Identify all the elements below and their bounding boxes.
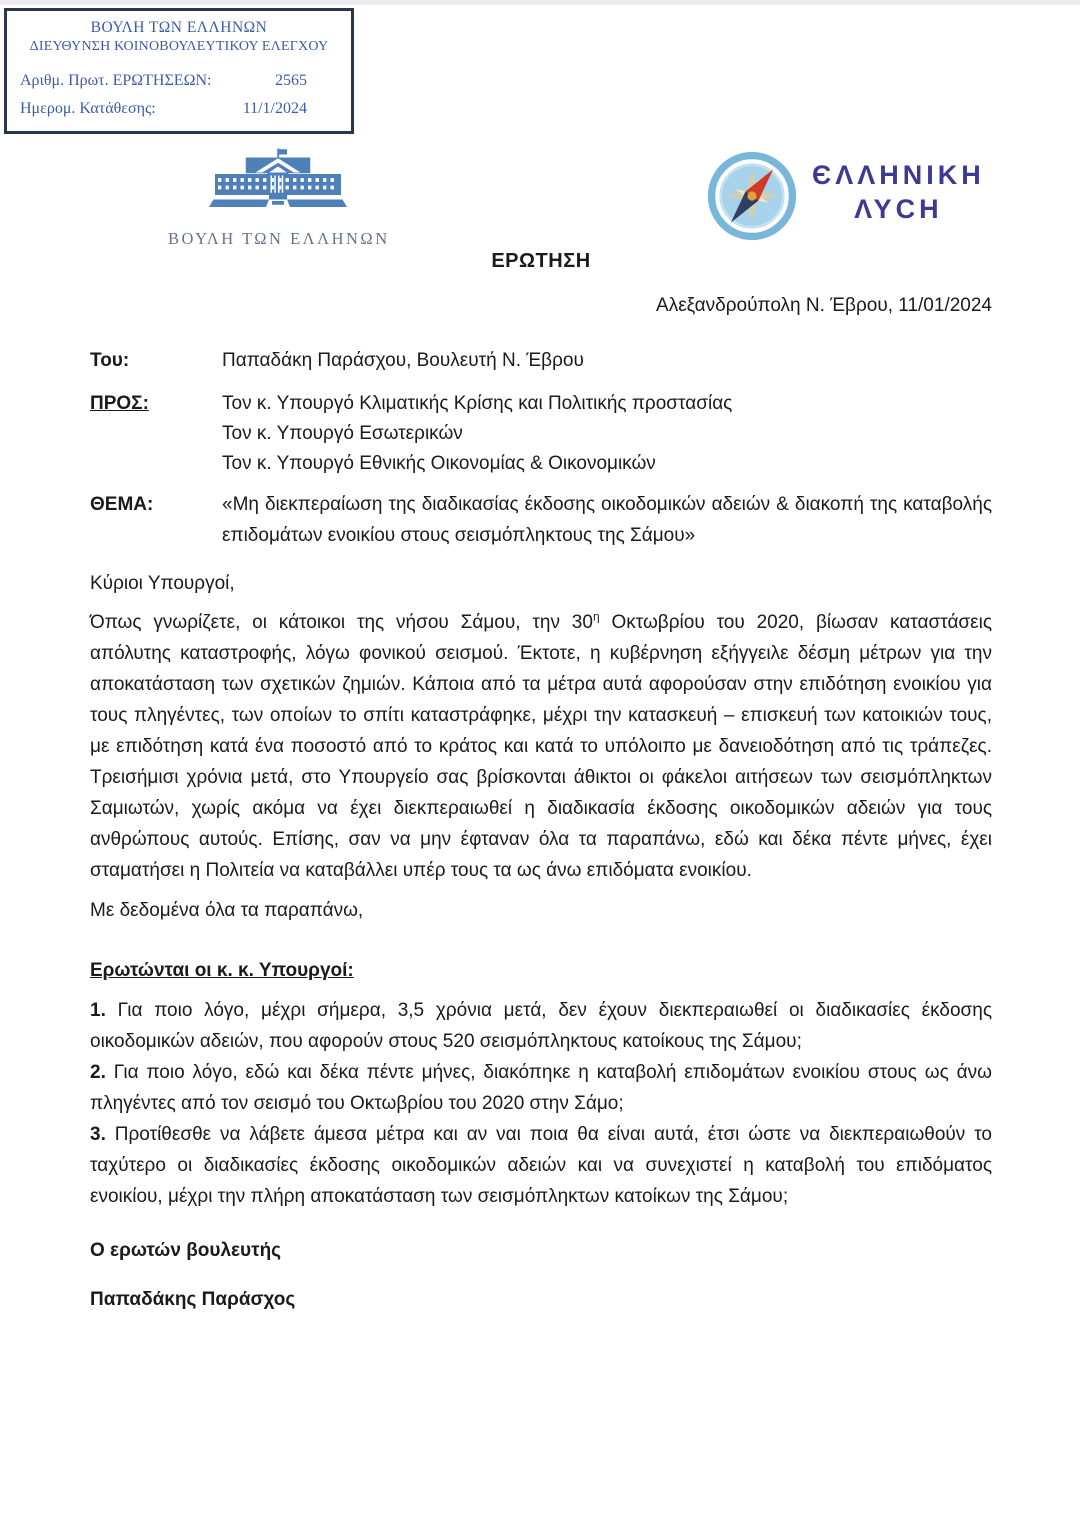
party-logo [706,150,985,242]
compass-icon [706,150,798,242]
question-item [90,995,992,1057]
stamp-protocol-row [7,72,351,90]
question-item [90,1119,992,1212]
signature-role: Ο ερωτών βουλευτής [90,1240,282,1261]
question-number: 2. [90,1062,106,1083]
document-title: ΕΡΩΤΗΣΗ [491,250,591,272]
protocol-stamp-box [4,8,354,134]
protocol-number-label: Αριθμ. Πρωτ. ΕΡΩΤΗΣΕΩΝ: [20,72,212,89]
to-label: ΠΡΟΣ: [90,393,149,414]
paragraph-1-part1: Όπως γνωρίζετε, οι κάτοικοι της νήσου Σάμου, την 30 [90,612,593,633]
subject-value: «Μη διεκπεραίωση της διαδικασίας έκδοσης οικοδομικών αδειών & διακοπή της καταβολής επιδομάτων ενοικίου στους σεισμόπληκτους της Σάμου» [222,494,992,546]
question-number: 3. [90,1124,106,1145]
question-text: Προτίθεσθε να λάβετε άμεσα μέτρα και αν ναι ποια θα είναι αυτά, έτσι ώστε να διεκπεραιωθούν το ταχύτερο οι διαδικασίες έκδοσης οικοδομικών αδειών και να συνεχιστεί η καταβολή του επιδόματος ενοικίου, μέχρι την πλήρη αποκατάσταση των σεισμόπληκτων κατοίκων της Σάμου; [90,1124,992,1207]
salutation: Κύριοι Υπουργοί, [90,573,235,594]
party-name-line1: ЄΛΛΗΝΙΚΗ [812,160,985,190]
question-text: Για ποιο λόγο, εδώ και δέκα πέντε μήνες, διακόπηκε η καταβολή επιδομάτων ενοικίου στους ως άνω πληγέντες από τον σεισμό του Οκτωβρίου του 2020 στην Σάμο; [90,1062,992,1114]
stamp-org [7,11,351,56]
subject-label: ΘΕΜΑ: [90,494,154,515]
letter-body [90,250,992,1311]
recipient-line: Τον κ. Υπουργό Εθνικής Οικονομίας & Οικονομικών [222,453,656,474]
parliament-logo [168,148,388,249]
from-row [90,350,992,372]
parliament-building-icon [203,148,353,218]
stamp-org-line2: ΔΙΕΥΘΥΝΣΗ ΚΟΙΝΟΒΟΥΛΕΥΤΙΚΟΥ ΕΛΕΓΧΟΥ [29,39,329,54]
recipient-line: Τον κ. Υπουργό Εσωτερικών [222,423,463,444]
question-number: 1. [90,1000,106,1021]
questions-heading: Ερωτώνται οι κ. κ. Υπουργοί: [90,960,354,981]
question-text: Για ποιο λόγο, μέχρι σήμερα, 3,5 χρόνια μετά, δεν έχουν διεκπεραιωθεί οι διαδικασίες έκδοσης οικοδομικών αδειών, που αφορούν στους 520 σεισμόπληκτους κατοίκους της Σάμου; [90,1000,992,1052]
paragraph-1 [90,607,992,886]
from-label: Του: [90,350,130,371]
party-name-line2: ΛΥCΗ [854,194,943,224]
recipients-list [222,389,992,479]
subject-row [90,489,992,551]
filing-date-value: 11/1/2024 [242,100,307,117]
place-date-line: Αλεξανδρούπολη Ν. Έβρου, 11/01/2024 [656,295,992,316]
parliament-caption: ΒΟΥΛΗ ΤΩΝ ΕΛΛΗΝΩΝ [168,229,390,248]
transition-line: Με δεδομένα όλα τα παραπάνω, [90,900,364,921]
party-name [812,158,985,226]
from-value: Παπαδάκη Παράσχου, Βουλευτή Ν. Έβρου [222,350,584,371]
to-row [90,389,992,479]
protocol-number-value: 2565 [275,72,307,89]
question-item [90,1057,992,1119]
signature-name: Παπαδάκης Παράσχος [90,1289,296,1310]
filing-date-label: Ημερομ. Κατάθεσης: [20,100,156,117]
scan-edge-strip [0,0,1080,5]
recipient-line: Τον κ. Υπουργό Κλιματικής Κρίσης και Πολιτικής προστασίας [222,393,733,414]
stamp-org-line1: ΒΟΥΛΗ ΤΩΝ ΕΛΛΗΝΩΝ [90,19,268,36]
paragraph-1-superscript: η [592,609,600,624]
questions-list [90,995,992,1212]
stamp-date-row [7,100,351,118]
paragraph-1-part2: Οκτωβρίου του 2020, βίωσαν καταστάσεις απόλυτης καταστροφής, λόγω φονικού σεισμού. Έκτοτε, η κυβέρνηση εξήγγειλε δέσμη μέτρων για την αποκατάσταση των σχετικών ζημιών. Κάποια από τα μέτρα αυτά αφορούσαν στην επιδότηση ενοικίου για τους πληγέντες, των οποίων το σπίτι καταστράφηκε, μέχρι την κατασκευή – επισκευή των κατοικιών τους, με επιδότηση κατά ένα ποσοστό από το κράτος και κατά το υπόλοιπο με δανειοδότηση από τις τράπεζες. Τρεισήμισι χρόνια μετά, στο Υπουργείο σας βρίσκονται άθικτοι οι φάκελοι αιτήσεων των σεισμόπληκτων Σαμιωτών, χωρίς ακόμα να έχει διεκπεραιωθεί η διαδικασία έκδοσης οικοδομικών αδειών για τους ανθρώπους αυτούς. Επίσης, σαν να μην έφταναν όλα τα παραπάνω, εδώ και δέκα πέντε μήνες, έχει σταματήσει η Πολιτεία να καταβάλλει υπέρ τους τα ως άνω επιδόματα ενοικίου. [90,612,993,881]
